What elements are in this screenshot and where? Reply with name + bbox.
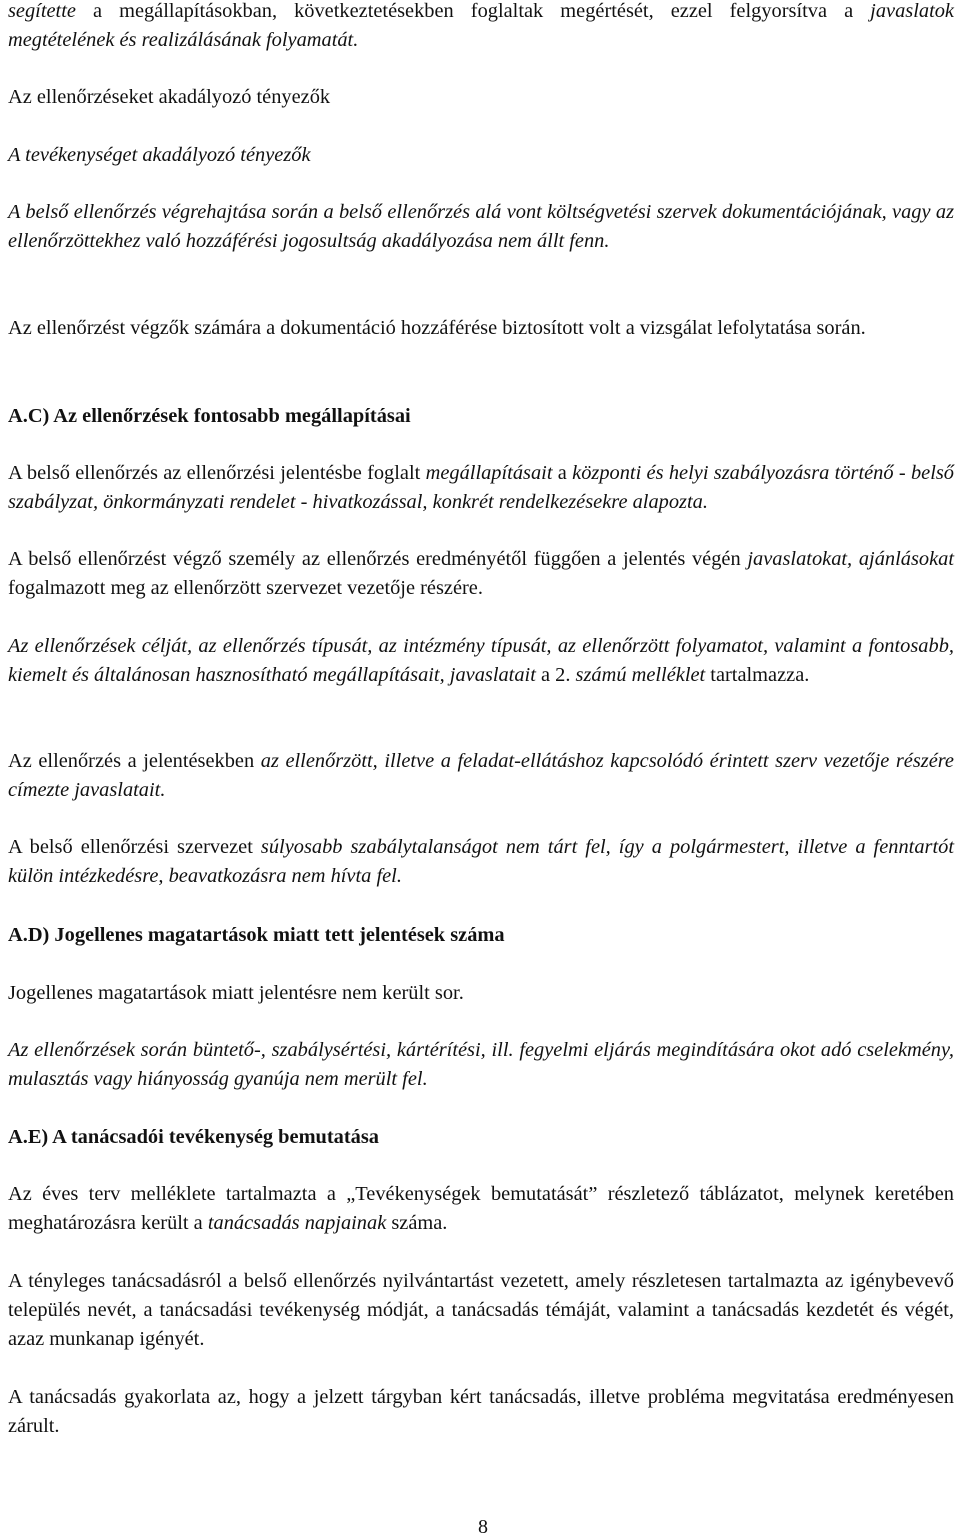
heading-section-ac: A.C) Az ellenőrzések fontosabb megállapításai [8,405,411,427]
text-italic: súlyosabb szabálytalanságot nem tárt fel, így a polgármestert, illetve a fenntartót külön intézkedésre, beavatkozásra nem hívta fel. [8,836,954,887]
text-italic: segítette [8,0,76,22]
heading-section-ae: A.E) A tanácsadói tevékenység bemutatása [8,1126,379,1148]
paragraph-recommendations [8,545,954,603]
paragraph-no-reports: Jogellenes magatartások miatt jelentésre nem került sor. [8,982,464,1004]
text: A belső ellenőrzési szervezet [8,836,261,858]
paragraph-intro-continuation [8,0,954,55]
text: a megállapításokban, következtetésekben foglaltak megértését, ezzel felgyorsítva a [75,0,871,22]
paragraph-annual-plan-annex [8,1180,954,1238]
text-italic: az ellenőrzött, illetve a feladat-ellátáshoz kapcsolódó érintett szerv vezetője részére címezte javaslatait. [8,750,954,801]
text: Az éves terv melléklete tartalmazta a „Tevékenységek bemutatását” részletező táblázatot, melynek keretében meghatározásra került a [8,1183,954,1234]
paragraph-annex-2 [8,632,954,690]
text: száma. [386,1212,448,1234]
paragraph-access-not-hindered: A belső ellenőrzés végrehajtása során a belső ellenőrzés alá vont költségvetési szervek dokumentációjának, vagy az ellenőrzöttekhez való hozzáférési jogosultság akadályozása nem állt fenn. [8,201,954,252]
text: Az ellenőrzés a jelentésekben [8,750,261,772]
paragraph-no-suspicion: Az ellenőrzések során büntető-, szabálysértési, kártérítési, ill. fegyelmi eljárás megindítására okot adó cselekmény, mulasztás vagy hiányosság gyanúja nem merült fel. [8,1039,954,1090]
text-italic: megállapításait [425,462,553,484]
text-italic: javaslatok megtételének és realizálásának folyamatát. [8,0,954,51]
paragraph-advisory-records: A tényleges tanácsadásról a belső ellenőrzés nyilvántartást vezetett, amely részletesen tartalmazta az igénybevevő település nevét, a tanácsadási tevékenység módját, a tanácsadás témáját, valamint a tanácsadás kezdetét és végét, azaz munkanap igényét. [8,1270,954,1350]
paragraph-findings-basis [8,459,954,517]
heading-section-ad: A.D) Jogellenes magatartások miatt tett jelentések száma [8,924,505,946]
text: A belső ellenőrzést végző személy az ellenőrzés eredményétől függően a jelentés végén [8,548,748,570]
text-italic: tanácsadás napjainak [207,1212,387,1234]
text: fogalmazott meg az ellenőrzött szervezet vezetője részére. [8,577,483,599]
paragraph-no-serious-irregularity [8,833,954,891]
text: a [552,462,573,484]
text: tartalmazza. [705,664,810,686]
text-italic: számú melléklet [575,664,706,686]
text: A belső ellenőrzés az ellenőrzési jelentésbe foglalt [8,462,426,484]
heading-obstacles-to-audits: Az ellenőrzéseket akadályozó tényezők [8,86,331,108]
paragraph-reports-addressed [8,747,954,805]
page-number: 8 [478,1516,488,1538]
text-italic: központi és helyi szabályozásra történő - belső szabályzat, önkormányzati rendelet - hivatkozással, konkrét rendelkezésekre alapozta. [8,462,955,513]
paragraph-advisory-practice: A tanácsadás gyakorlata az, hogy a jelzett tárgyban kért tanácsadás, illetve probléma megvitatása eredményesen zárult. [8,1386,954,1437]
paragraph-documentation-access: Az ellenőrzést végzők számára a dokumentáció hozzáférése biztosított volt a vizsgálat lefolytatása során. [8,317,866,339]
heading-obstacles-to-activity: A tevékenységet akadályozó tényezők [8,144,311,166]
text-italic: Az ellenőrzések célját, az ellenőrzés típusát, az intézmény típusát, az ellenőrzött folyamatot, valamint a fontosabb, kiemelt és általánosan hasznosítható megállapításait, javaslatait [8,635,954,686]
text: a 2. [535,664,576,686]
text-italic: javaslatokat, ajánlásokat [747,548,954,570]
